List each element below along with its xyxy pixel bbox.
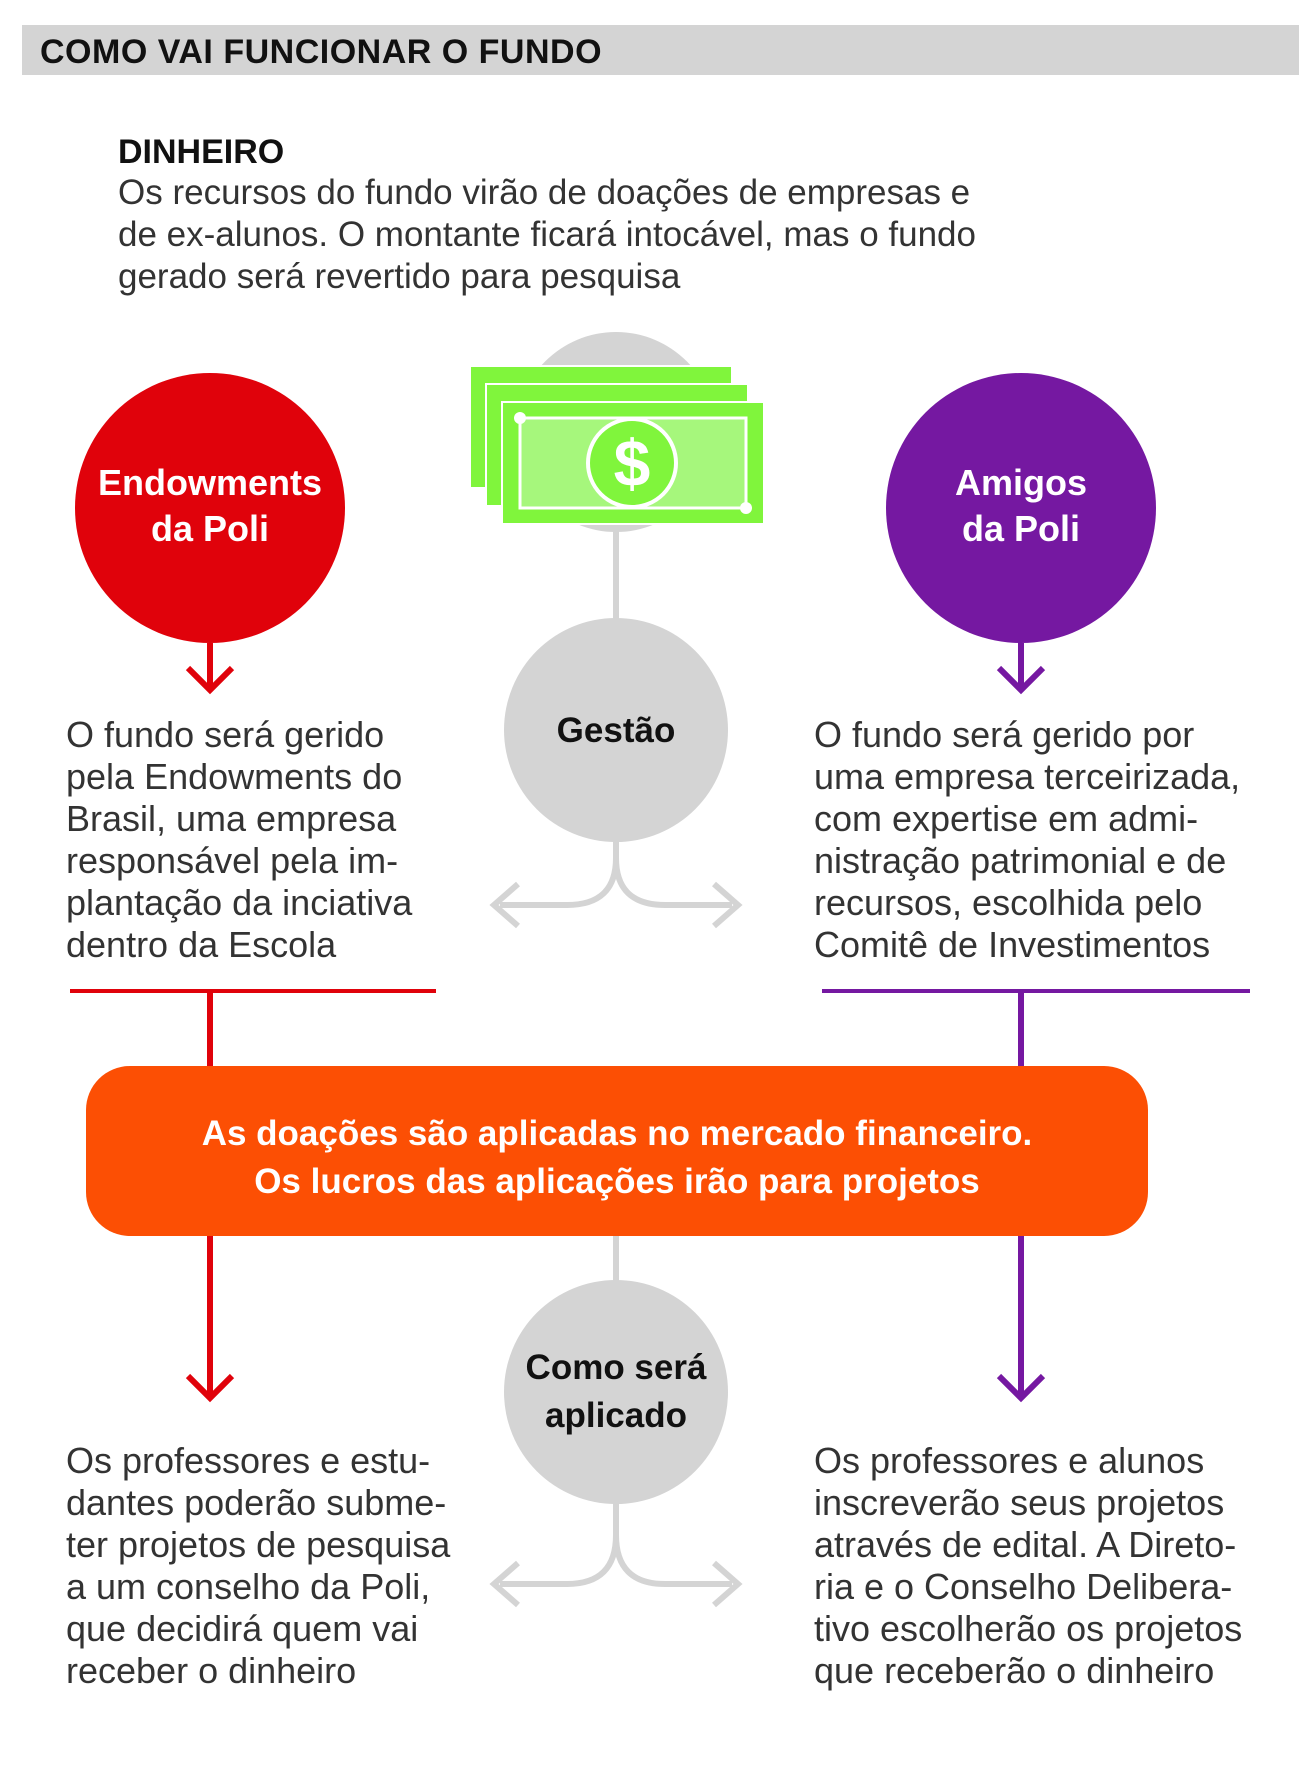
gestao-split-arrows [500, 840, 732, 905]
right-aplicacao-text: Os professores e alunos inscreverão seus projetos através de edital. A Direto- ria e o Conselho Delibera- tivo escolherão os projetos que receberão o dinheiro [814, 1440, 1243, 1691]
right-gestao-text: O fundo será gerido por uma empresa terceirizada, com expertise em admi- nistração patrimonial e de recursos, escolhida pelo Comitê de Investimentos [814, 714, 1241, 965]
intro-text: Os recursos do fundo virão de doações de empresas e de ex-alunos. O montante ficará intocável, mas o fundo gerado será revertido para pesquisa [118, 173, 976, 296]
endowments-label: Endowments da Poli [97, 462, 322, 549]
aplicacao-label: Como será aplicado [525, 1348, 707, 1435]
banner-text: As doações são aplicadas no mercado financeiro. Os lucros das aplicações irão para projetos [201, 1114, 1033, 1201]
amigos-label: Amigos da Poli [954, 462, 1087, 549]
dollar-symbol: $ [613, 426, 651, 500]
left-gestao-text: O fundo será gerido pela Endowments do Brasil, uma empresa responsável pela im- plantação da inciativa dentro da Escola [66, 714, 413, 965]
intro-title: DINHEIRO [118, 133, 285, 171]
left-aplicacao-text: Os professores e estu- dantes poderão submе- ter projetos de pesquisa a um conselho da Poli, que decidirá quem vai receber o dinheiro [66, 1440, 451, 1691]
banner [86, 1066, 1148, 1236]
aplicacao-split-arrows [500, 1500, 732, 1584]
page-title: COMO VAI FUNCIONAR O FUNDO [40, 33, 603, 71]
gestao-label: Gestão [556, 711, 676, 750]
